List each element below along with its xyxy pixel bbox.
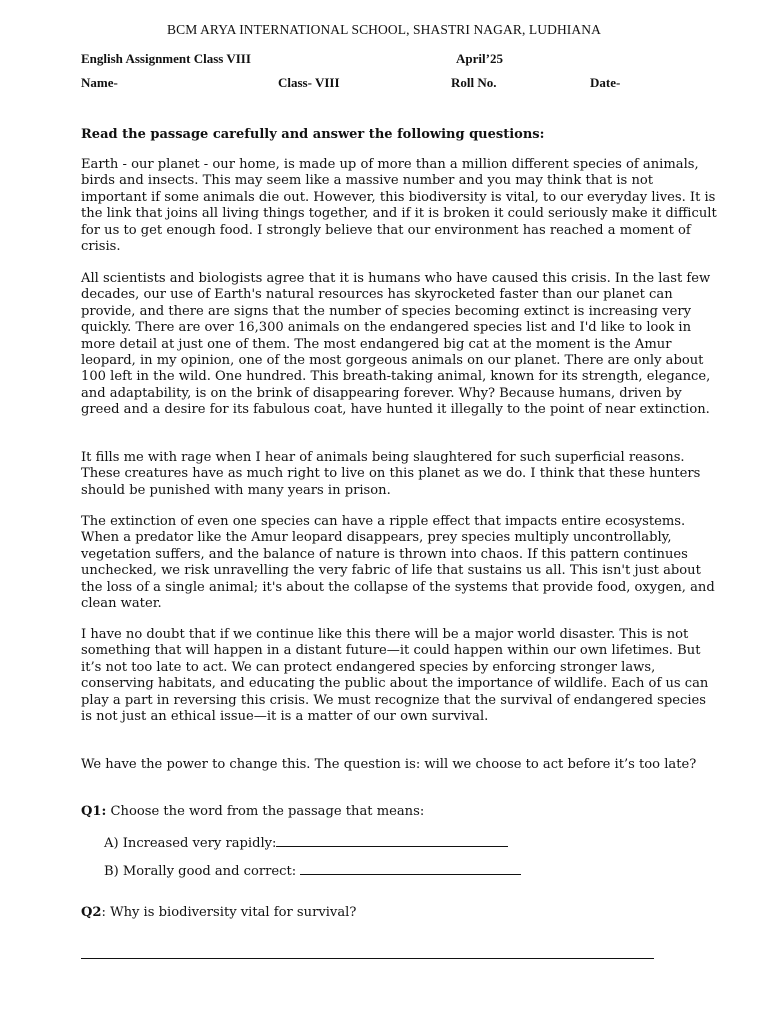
question-2-label: Q2 (81, 905, 102, 920)
question-2-text: : Why is biodiversity vital for survival? (101, 905, 357, 920)
passage-paragraph-6: We have the power to change this. The question is: will we choose to act before it’s too late? (81, 757, 697, 772)
date-label: Date- (590, 75, 621, 90)
passage-paragraph-4: The extinction of even one species can have a ripple effect that impacts entire ecosystems. When a predator like the Amur leopard disappears, prey species multiply uncontrollably, vegetation suffers, and the balance of nature is thrown into chaos. If this pattern continues unchecked, we risk unravelling the very fabric of life that sustains us all. This isn't just about the loss of a single animal; it's about the collapse of the systems that provide food, oxygen, and clean water. (81, 514, 715, 612)
instruction-heading: Read the passage carefully and answer the following questions: (81, 127, 545, 142)
passage-paragraph-1: Earth - our planet - our home, is made up of more than a million different species of animals, birds and insects. This may seem like a massive number and you may think that is not important if some animals die out. However, this biodiversity is vital, to our everyday lives. It is the link that joins all living things together, and if it is broken it could seriously make it difficult for us to get enough food. I strongly believe that our environment has reached a moment of crisis. (81, 157, 717, 255)
option-b-answer-blank[interactable] (300, 862, 521, 875)
assignment-date: April’25 (456, 51, 503, 66)
option-a-text: A) Increased very rapidly: (104, 836, 277, 851)
question-2 (81, 905, 356, 920)
school-name: BCM ARYA INTERNATIONAL SCHOOL, SHASTRI NAGAR, LUDHIANA (167, 22, 601, 37)
passage-paragraph-5: I have no doubt that if we continue like this there will be a major world disaster. This is not something that will happen in a distant future—it could happen within our own lifetimes. But it’s not too late to act. We can protect endangered species by enforcing stronger laws, conserving habitats, and educating the public about the importance of wildlife. Each of us can play a part in reversing this crisis. We must recognize that the survival of endangered species is not just an ethical issue—it is a matter of our own survival. (81, 627, 709, 725)
passage-paragraph-3: It fills me with rage when I hear of animals being slaughtered for such superficial reasons. These creatures have as much right to live on this planet as we do. I think that these hunters should be punished with many years in prison. (81, 450, 701, 498)
assignment-title: English Assignment Class VIII (81, 51, 251, 66)
question-1 (81, 804, 424, 819)
question-1-text: Choose the word from the passage that means: (106, 804, 425, 819)
roll-number-label: Roll No. (451, 75, 497, 90)
question-1-option-b (104, 862, 521, 879)
name-label: Name- (81, 75, 118, 90)
question-2-answer-line[interactable] (81, 958, 654, 959)
class-label: Class- VIII (278, 75, 340, 90)
option-b-text: B) Morally good and correct: (104, 864, 301, 879)
question-1-label: Q1: (81, 804, 107, 819)
option-a-answer-blank[interactable] (276, 834, 508, 847)
passage-paragraph-2: All scientists and biologists agree that it is humans who have caused this crisis. In the last few decades, our use of Earth's natural resources has skyrocketed faster than our planet can provide, and there are signs that the number of species becoming extinct is increasing very quickly. There are over 16,300 animals on the endangered species list and I'd like to look in more detail at just one of them. The most endangered big cat at the moment is the Amur leopard, in my opinion, one of the most gorgeous animals on our planet. There are only about 100 left in the wild. One hundred. This breath-taking animal, known for its strength, elegance, and adaptability, is on the brink of disappearing forever. Why? Because humans, driven by greed and a desire for its fabulous coat, have hunted it illegally to the point of near extinction. (81, 271, 711, 418)
question-1-option-a (104, 834, 508, 851)
